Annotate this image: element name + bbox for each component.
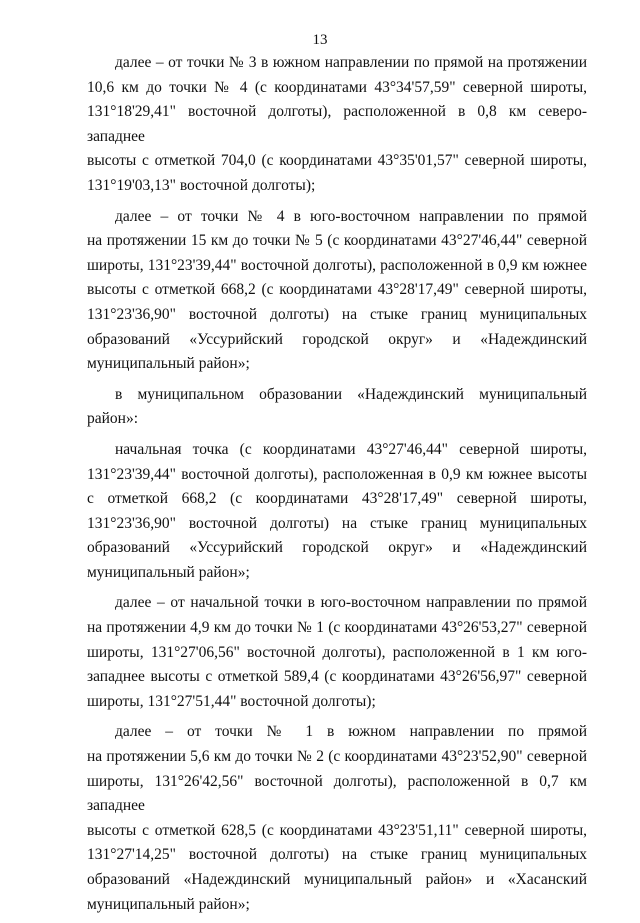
text-line: на протяжении 5,6 км до точки № 2 (с координатами 43°23'52,90" северной xyxy=(87,748,587,766)
text-line: 131°27'14,25" восточной долготы) на стыке границ муниципальных xyxy=(87,846,587,864)
text-line: 131°23'39,44" восточной долготы), расположенная в 0,9 км южнее высоты xyxy=(87,465,587,483)
text-line: высоты с отметкой 704,0 (с координатами 43°35'01,57" северной широты, xyxy=(87,152,587,170)
text-line: широты, 131°23'39,44" восточной долготы), расположенной в 0,9 км южнее xyxy=(87,256,587,274)
text-line: широты, 131°26'42,56" восточной долготы), расположенной в 0,7 км западнее xyxy=(87,772,587,815)
paragraph xyxy=(87,720,587,917)
text-line: начальная точка (с координатами 43°27'46,44" северной широты, xyxy=(115,440,587,458)
text-line: муниципальный район»; xyxy=(87,563,250,581)
text-line: 131°23'36,90" восточной долготы) на стыке границ муниципальных xyxy=(87,305,587,323)
text-line: образований «Уссурийский городской округ» и «Надеждинский xyxy=(87,539,587,557)
text-line: с отметкой 668,2 (с координатами 43°28'17,49" северной широты, xyxy=(87,490,587,508)
text-line: в муниципальном образовании «Надеждинский муниципальный район»: xyxy=(87,385,587,428)
text-line: широты, 131°27'06,56" восточной долготы), расположенной в 1 км юго- xyxy=(87,643,587,661)
paragraph xyxy=(87,205,587,377)
text-line: далее – от точки № 4 в юго-восточном направлении по прямой xyxy=(115,207,587,225)
text-line: высоты с отметкой 628,5 (с координатами 43°23'51,11" северной широты, xyxy=(87,821,587,839)
text-line: далее – от начальной точки в юго-восточном направлении по прямой xyxy=(115,594,587,612)
text-line: далее – от точки № 3 в южном направлении по прямой на протяжении xyxy=(115,54,587,71)
paragraph xyxy=(87,438,587,586)
text-line: на протяжении 4,9 км до точки № 1 (с координатами 43°26'53,27" северной xyxy=(87,619,587,637)
page-number: 13 xyxy=(312,32,328,48)
text-line: образований «Уссурийский городской округ» и «Надеждинский xyxy=(87,330,587,348)
paragraph xyxy=(87,591,587,714)
document-body xyxy=(87,51,587,923)
text-line: широты, 131°27'51,44" восточной долготы); xyxy=(87,692,376,710)
text-line: далее – от точки № 1 в южном направлении по прямой xyxy=(115,723,587,741)
text-line: 131°19'03,13" восточной долготы); xyxy=(87,176,316,194)
paragraph xyxy=(87,51,587,199)
text-line: 131°23'36,90" восточной долготы) на стыке границ муниципальных xyxy=(87,514,587,532)
text-line: муниципальный район»; xyxy=(87,355,250,373)
text-line: 131°18'29,41" восточной долготы), расположенной в 0,8 км северо-западнее xyxy=(87,103,587,145)
paragraph xyxy=(87,383,587,432)
text-line: образований «Надеждинский муниципальный район» и «Хасанский xyxy=(87,871,587,888)
text-line: муниципальный район»; xyxy=(87,895,250,913)
text-line: западнее высоты с отметкой 589,4 (с координатами 43°26'56,97" северной xyxy=(87,668,587,686)
text-line: на протяжении 15 км до точки № 5 (с координатами 43°27'46,44" северной xyxy=(87,232,587,250)
text-line: 10,6 км до точки № 4 (с координатами 43°34'57,59" северной широты, xyxy=(87,78,587,96)
text-line: высоты с отметкой 668,2 (с координатами 43°28'17,49" северной широты, xyxy=(87,281,587,299)
